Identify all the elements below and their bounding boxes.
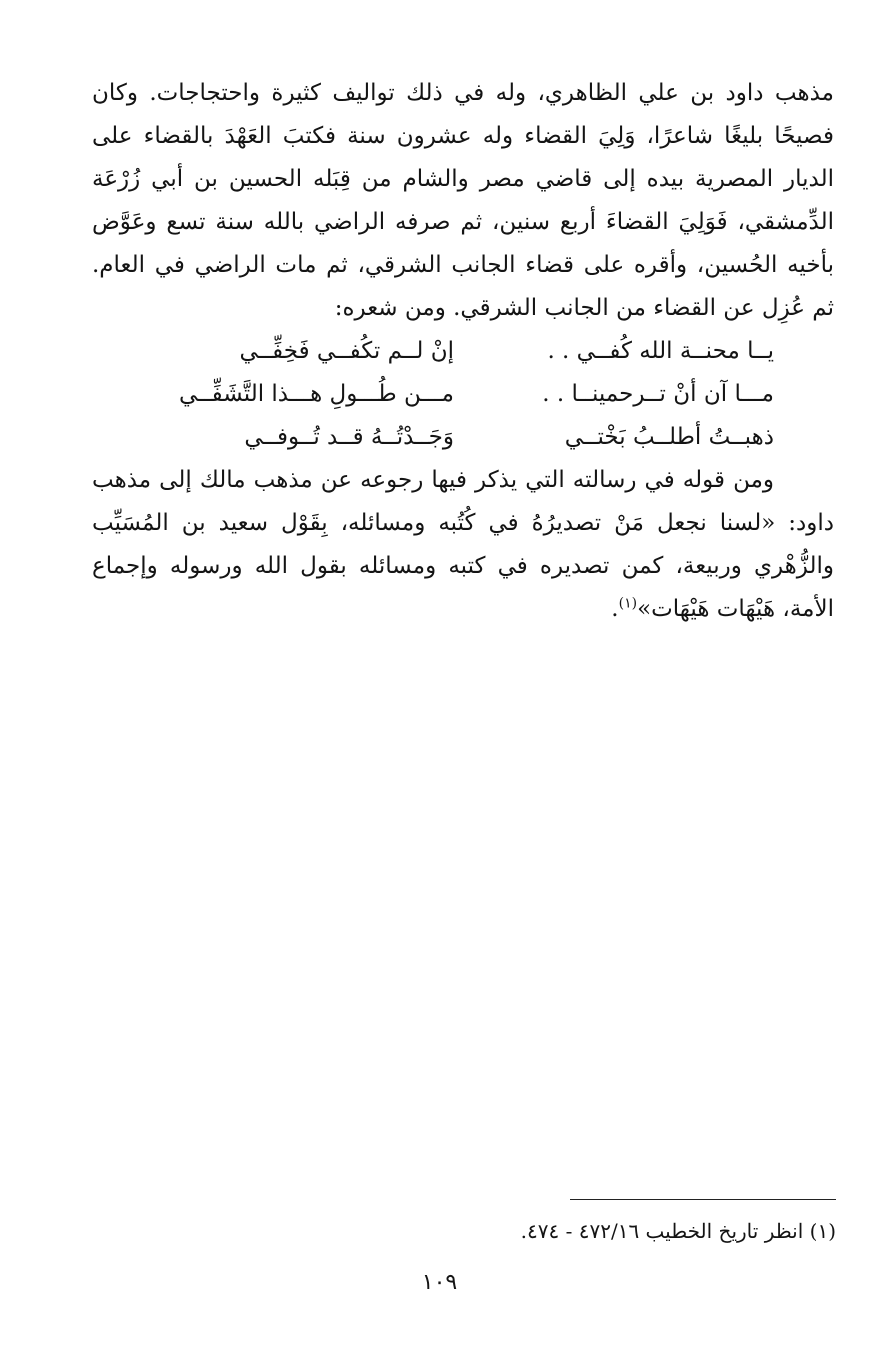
- footnote-separator: [570, 1199, 836, 1200]
- paragraph-2-end: .: [611, 596, 619, 622]
- verse-1-second-hemistich: إنْ لــم تكُفــي فَخِفِّــي: [239, 338, 454, 364]
- verse-1-first-hemistich: يــا محنــة الله كُفــي . .: [547, 338, 774, 364]
- verse-3-first-hemistich: ذهبــتُ أطلــبُ بَخْتــي: [564, 424, 774, 450]
- poem-verse-2: [92, 373, 834, 416]
- footnote: [92, 1216, 836, 1246]
- verse-3-second-hemistich: وَجَــدْتُــهُ قــد تُــوفــي: [244, 424, 454, 450]
- verse-2-first-hemistich: مـــا آن أنْ تــرحمينــا . .: [542, 381, 774, 407]
- footnote-reference: (١): [618, 595, 638, 612]
- main-text: [92, 72, 834, 631]
- poem-verse-3: [92, 416, 834, 459]
- poem: [92, 330, 834, 459]
- footnote-marker: (١): [809, 1219, 836, 1243]
- page-number: ١٠٩: [421, 1270, 458, 1295]
- footnote-text: انظر تاريخ الخطيب ٤٧٢/١٦ - ٤٧٤.: [520, 1219, 804, 1243]
- paragraph-2-text: ومن قوله في رسالته التي يذكر فيها رجوعه عن مذهب مالك إلى مذهب داود: «لسنا نجعل مَنْ تصديرُهُ في كُتُبه ومسائله، بِقَوْل سعيد بن المُسَيِّب والزُّهْري وربيعة، كمن تصديره في كتبه ومسائله بقول الله ورسوله وإجماع الأمة، هَيْهَات هَيْهَات»: [92, 467, 834, 622]
- paragraph-2: [92, 459, 834, 631]
- verse-2-second-hemistich: مـــن طُـــولِ هـــذا التَّشَفِّــي: [178, 381, 454, 407]
- paragraph-1: مذهب داود بن علي الظاهري، وله في ذلك تواليف كثيرة واحتجاجات. وكان فصيحًا بليغًا شاعرًا، وَلِيَ القضاء وله عشرون سنة فكتبَ العَهْدَ بالقضاء على الديار المصرية بيده إلى قاضي مصر والشام من قِبَله الحسين بن أبي زُرْعَة الدِّمشقي، فَوَلِيَ القضاءَ أربع سنين، ثم صرفه الراضي بالله سنة تسع وعَوَّض بأخيه الحُسين، وأقره على قضاء الجانب الشرقي، ثم مات الراضي في العام. ثم عُزِل عن القضاء من الجانب الشرقي. ومن شعره:: [92, 80, 834, 321]
- poem-verse-1: [92, 330, 834, 373]
